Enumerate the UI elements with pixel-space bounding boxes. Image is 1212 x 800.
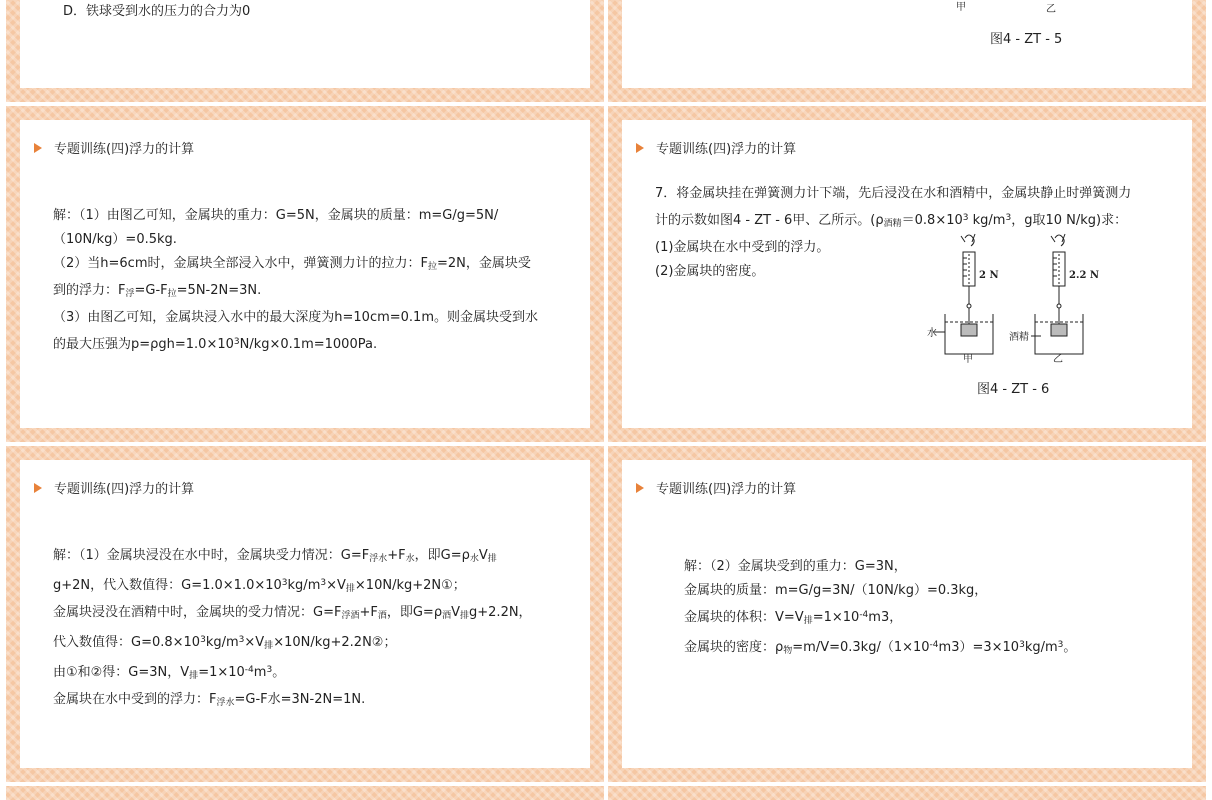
slide-4[interactable] [622, 120, 1192, 428]
line-4: 金属块的密度：$\rho_物=m/V=0.3kg/(1\times 10^{-4}m3)=3\times 10^3kg/m^3$。 [684, 640, 1077, 656]
label-yi: 乙 [1053, 354, 1063, 364]
spring-scale-right [1051, 234, 1065, 324]
line-3: 金属块的体积：$V=V_排=1\times 10^{-4}m3$， [684, 610, 903, 626]
option-d: D．铁球受到水的压力的合力为0 [63, 4, 251, 19]
solution-text [53, 544, 583, 715]
label-jia: 甲 [963, 354, 973, 364]
figure-caption: 图4 - ZT - 6 [977, 382, 1050, 397]
line-6: 的最大压强为$p=\rho gh=1.0\times 10^3N/kg\times 0.1m=1000Pa$. [53, 337, 378, 352]
beaker-right [1031, 314, 1083, 354]
line-1: 解：（1）金属块浸没在水中时，金属块受力情况：$G=F_{浮水}+F_水$，即$G=\rho_水V_排$ [53, 548, 497, 564]
play-arrow-icon [34, 483, 42, 493]
spring-scale-figure [927, 232, 1117, 364]
header-title: 专题训练(四)浮力的计算 [656, 482, 797, 497]
reading-right: 2.2 N [1069, 270, 1100, 281]
line-4: 到的浮力：$F_浮=G-F_拉=5N-2N=3N$. [53, 283, 262, 299]
play-arrow-icon [34, 143, 42, 153]
line-3: （2）当h=6cm时，金属块全部浸入水中，弹簧测力计的拉力：$F_拉=2N$，金属块受 [53, 256, 531, 272]
figure-caption: 图4 - ZT - 5 [990, 32, 1063, 47]
line-6: 金属块在水中受到的浮力：$F_{浮水}=G-F$水=3N-2N=1N. [53, 692, 366, 708]
header-title: 专题训练(四)浮力的计算 [656, 142, 797, 157]
header-title: 专题训练(四)浮力的计算 [54, 482, 195, 497]
slide-frame-7 [6, 786, 604, 800]
slide-header [34, 138, 194, 157]
slide-1-text [63, 0, 250, 24]
question-part-2: (2)金属块的密度。 [655, 264, 765, 279]
slide-6[interactable] [622, 460, 1192, 768]
label-water: 水 [927, 328, 937, 339]
label-alcohol: 酒精 [1009, 332, 1029, 343]
question-part-1: (1)金属块在水中受到的浮力。 [655, 240, 830, 255]
line-1: 解：（2）金属块受到的重力：G=3N， [684, 559, 907, 574]
line-2: （10N/kg）=0.5kg. [53, 232, 177, 247]
figure-label-jia: 甲 [956, 2, 966, 13]
line-5: 由①和②得：G=3N，$V_排=1\times 10^{-4}m^3$。 [53, 665, 286, 681]
slide-frame-8 [608, 786, 1206, 800]
solution-text [53, 204, 583, 357]
slide-1[interactable] [20, 0, 590, 88]
solution-text [684, 555, 1174, 663]
question-line-1: 7．将金属块挂在弹簧测力计下端，先后浸没在水和酒精中，金属块静止时弹簧测力 [655, 186, 1132, 201]
line-3: 金属块浸没在酒精中时，金属块的受力情况：$G=F_{浮酒}+F_酒$，即$G=\rho_酒V_排g+2.2N$， [53, 605, 532, 621]
question-line-2: 计的示数如图4 - ZT - 6甲、乙所示。($\rho_{酒精}=0.8\times 10^3$ $kg/m^3$，g取10 N/kg)求： [655, 213, 1128, 229]
slide-header [636, 478, 796, 497]
line-1: 解：（1）由图乙可知，金属块的重力：G=5N，金属块的质量：m=G/g=5N/ [53, 208, 499, 223]
line-2: g+2N，代入数值得：$G=1.0\times 1.0\times 10^3kg/m^3\times V_排\times 10N/kg+2N①$； [53, 578, 466, 594]
slide-header [636, 138, 796, 157]
figure-label-yi: 乙 [1046, 4, 1056, 15]
line-5: （3）由图乙可知，金属块浸入水中的最大深度为h=10cm=0.1m。则金属块受到水 [53, 310, 538, 325]
reading-left: 2 N [979, 270, 999, 281]
line-4: 代入数值得：$G=0.8\times 10^3kg/m^3\times V_排\times 10N/kg+2.2N②$； [53, 635, 397, 651]
slide-3[interactable] [20, 120, 590, 428]
play-arrow-icon [636, 143, 644, 153]
slide-5[interactable] [20, 460, 590, 768]
line-2: 金属块的质量：m=G/g=3N/（10N/kg）=0.3kg， [684, 583, 988, 598]
play-arrow-icon [636, 483, 644, 493]
header-title: 专题训练(四)浮力的计算 [54, 142, 195, 157]
slide-2[interactable] [622, 0, 1192, 88]
slide-header [34, 478, 194, 497]
spring-scale-left [961, 234, 975, 324]
beaker-left [933, 314, 993, 354]
